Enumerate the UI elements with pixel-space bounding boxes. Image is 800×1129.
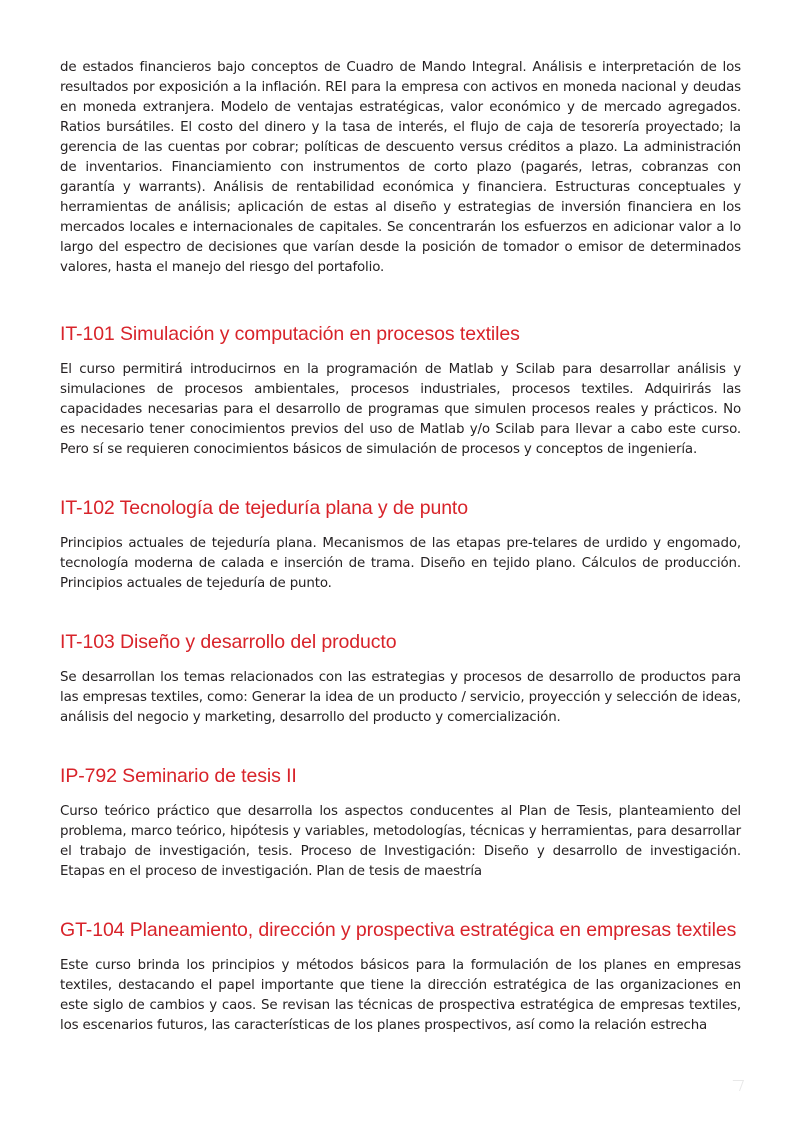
course-description: El curso permitirá introducirnos en la programación de Matlab y Scilab para desarrollar análisis y simulaciones de procesos ambientales, procesos industriales, procesos textiles. Adquirirás las capacidades necesarias para el desarrollo de programas que simulen procesos reales y prácticos. No es necesario tener conocimientos previos del uso de Matlab y/o Scilab para llevar a cabo este curso. Pero sí se requieren conocimientos básicos de simulación de procesos y conceptos de ingeniería. (60, 362, 741, 457)
page-corner-mark (729, 1080, 744, 1091)
course-title: GT-104 Planeamiento, dirección y prospectiva estratégica en empresas textiles (60, 919, 737, 941)
course-section-it-101 (60, 324, 741, 460)
course-title: IP-792 Seminario de tesis II (60, 765, 297, 787)
course-description: Principios actuales de tejeduría plana. Mecanismos de las etapas pre-telares de urdido y engomado, tecnología moderna de calada e inserción de trama. Diseño en tejido plano. Cálculos de producción. Principios actuales de tejeduría de punto. (60, 536, 741, 591)
course-section-ip-792 (60, 766, 741, 882)
course-description: Curso teórico práctico que desarrolla los aspectos conducentes al Plan de Tesis, planteamiento del problema, marco teórico, hipótesis y variables, metodologías, técnicas y herramientas, para desarrollar el trabajo de investigación, tesis. Proceso de Investigación: Diseño y desarrollo de investigación. Etapas en el proceso de investigación. Plan de tesis de maestría (60, 804, 741, 879)
course-section-it-103 (60, 632, 741, 728)
course-title: IT-103 Diseño y desarrollo del producto (60, 631, 397, 653)
course-title: IT-101 Simulación y computación en procesos textiles (60, 323, 520, 345)
intro-paragraph: de estados financieros bajo conceptos de Cuadro de Mando Integral. Análisis e interpretación de los resultados por exposición a la inflación. REI para la empresa con activos en moneda nacional y deudas en moneda extranjera. Modelo de ventajas estratégicas, valor económico y de mercado agregados. Ratios bursátiles. El costo del dinero y la tasa de interés, el flujo de caja de tesorería proyectado; la gerencia de las cuentas por cobrar; políticas de descuento versus créditos a plazo. La administración de inventarios. Financiamiento con instrumentos de corto plazo (pagarés, letras, cobranzas con garantía y warrants). Análisis de rentabilidad económica y financiera. Estructuras conceptuales y herramientas de análisis; aplicación de estas al diseño y estrategias de inversión financiera en los mercados locales e internacionales de capitales. Se concentrarán los esfuerzos en adicionar valor a lo largo del espectro de decisiones que varían desde la posición de tomador o emisor de determinados valores, hasta el manejo del riesgo del portafolio. (60, 60, 741, 275)
document-page (60, 58, 741, 1074)
course-description: Este curso brinda los principios y métodos básicos para la formulación de los planes en empresas textiles, destacando el papel importante que tiene la dirección estratégica de las organizaciones en este siglo de cambios y caos. Se revisan las técnicas de prospectiva estratégica de empresas textiles, los escenarios futuros, las características de los planes prospectivos, así como la relación estrecha (60, 958, 741, 1033)
course-section-gt-104 (60, 920, 741, 1036)
course-section-it-102 (60, 498, 741, 594)
course-description: Se desarrollan los temas relacionados con las estrategias y procesos de desarrollo de productos para las empresas textiles, como: Generar la idea de un producto / servicio, proyección y selección de ideas, análisis del negocio y marketing, desarrollo del producto y comercialización. (60, 670, 741, 725)
course-title: IT-102 Tecnología de tejeduría plana y de punto (60, 497, 468, 519)
